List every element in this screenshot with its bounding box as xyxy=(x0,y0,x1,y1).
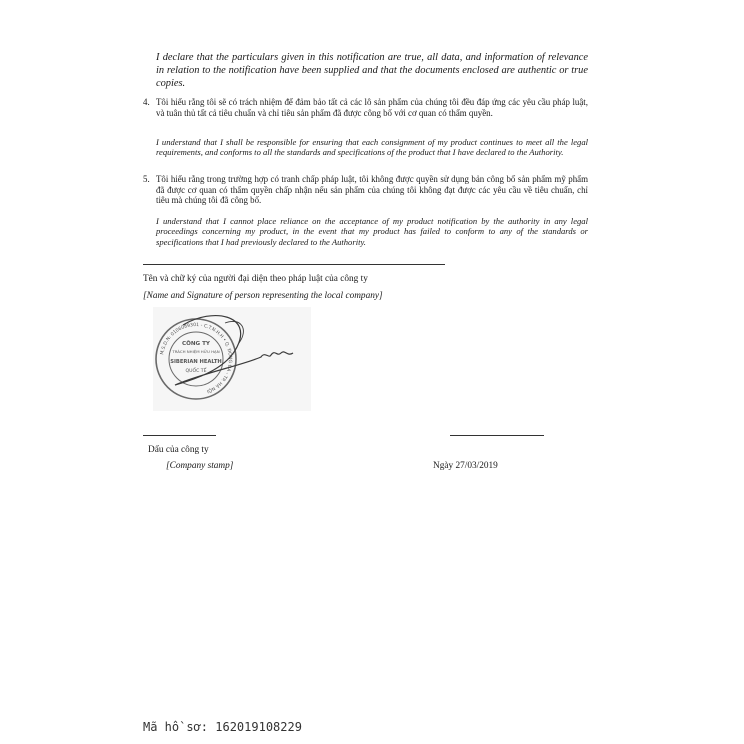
company-stamp-image xyxy=(153,307,311,411)
company-stamp-label-vi: Dấu của công ty xyxy=(148,445,209,455)
item-en-text: I understand that I shall be responsible for ensuring that each consignment of my product continues to meet all the legal requirements, and conforms to all the standards and specifications of the product that I have declared to the Authority. xyxy=(156,137,588,158)
company-stamp-line xyxy=(143,435,216,436)
stamp-svg xyxy=(153,307,311,411)
stamp-ring-text: M.S.D.N: 0106089301 - C.T.N.H.H • Q. ĐỐNG ĐA - TP. HÀ NỘI xyxy=(160,322,233,394)
stamp-line-3: SIBERIAN HEALTH xyxy=(170,359,222,365)
date-label: Ngày 27/03/2019 xyxy=(433,461,498,471)
declaration-text: I declare that the particulars given in this notification are true, all data, and information of relevance in relation to the notification have been supplied and that the documents enclosed are authentic or true copies. xyxy=(156,52,588,89)
company-stamp-label-en: [Company stamp] xyxy=(166,461,234,471)
signature-line xyxy=(143,264,445,265)
item-number: 4. xyxy=(143,97,150,107)
date-line xyxy=(450,435,544,436)
item-vi-text: Tôi hiểu rằng tôi sẽ có trách nhiệm để đảm bảo tất cả các lô sản phẩm của chúng tôi đều đáp ứng các yêu cầu pháp luật, và tuân thủ tất cả tiêu chuẩn và chỉ tiêu sản phẩm đã được công bố với cơ quan có thẩm quyền. xyxy=(156,97,588,118)
signature-label-vi: Tên và chữ ký của người đại diện theo pháp luật của công ty xyxy=(143,274,368,284)
signature-label-en: [Name and Signature of person representing the local company] xyxy=(143,291,383,301)
file-number: Mã hồ sơ: 162019108229 xyxy=(143,720,302,734)
item-vi-text: Tôi hiểu rằng trong trường hợp có tranh chấp pháp luật, tôi không được quyền sử dụng bản công bố sản phẩm mỹ phẩm đã được cơ quan có thẩm quyền chấp nhận nếu sản phẩm của chúng tôi không đạt được các yêu cầu về tiêu chuẩn, chỉ tiêu mà chúng tôi đã công bố. xyxy=(156,174,588,206)
item-en-text: I understand that I cannot place reliance on the acceptance of my product notification by the authority in any legal proceedings concerning my product, in the event that my product has failed to conform to any of the standards or specifications that I had previously declared to the Authority. xyxy=(156,216,588,247)
stamp-line-2: TRÁCH NHIỆM HỮU HẠN xyxy=(172,349,220,354)
item-number: 5. xyxy=(143,174,150,184)
stamp-line-4: QUỐC TẾ xyxy=(185,369,207,374)
stamp-line-1: CÔNG TY xyxy=(182,341,210,347)
